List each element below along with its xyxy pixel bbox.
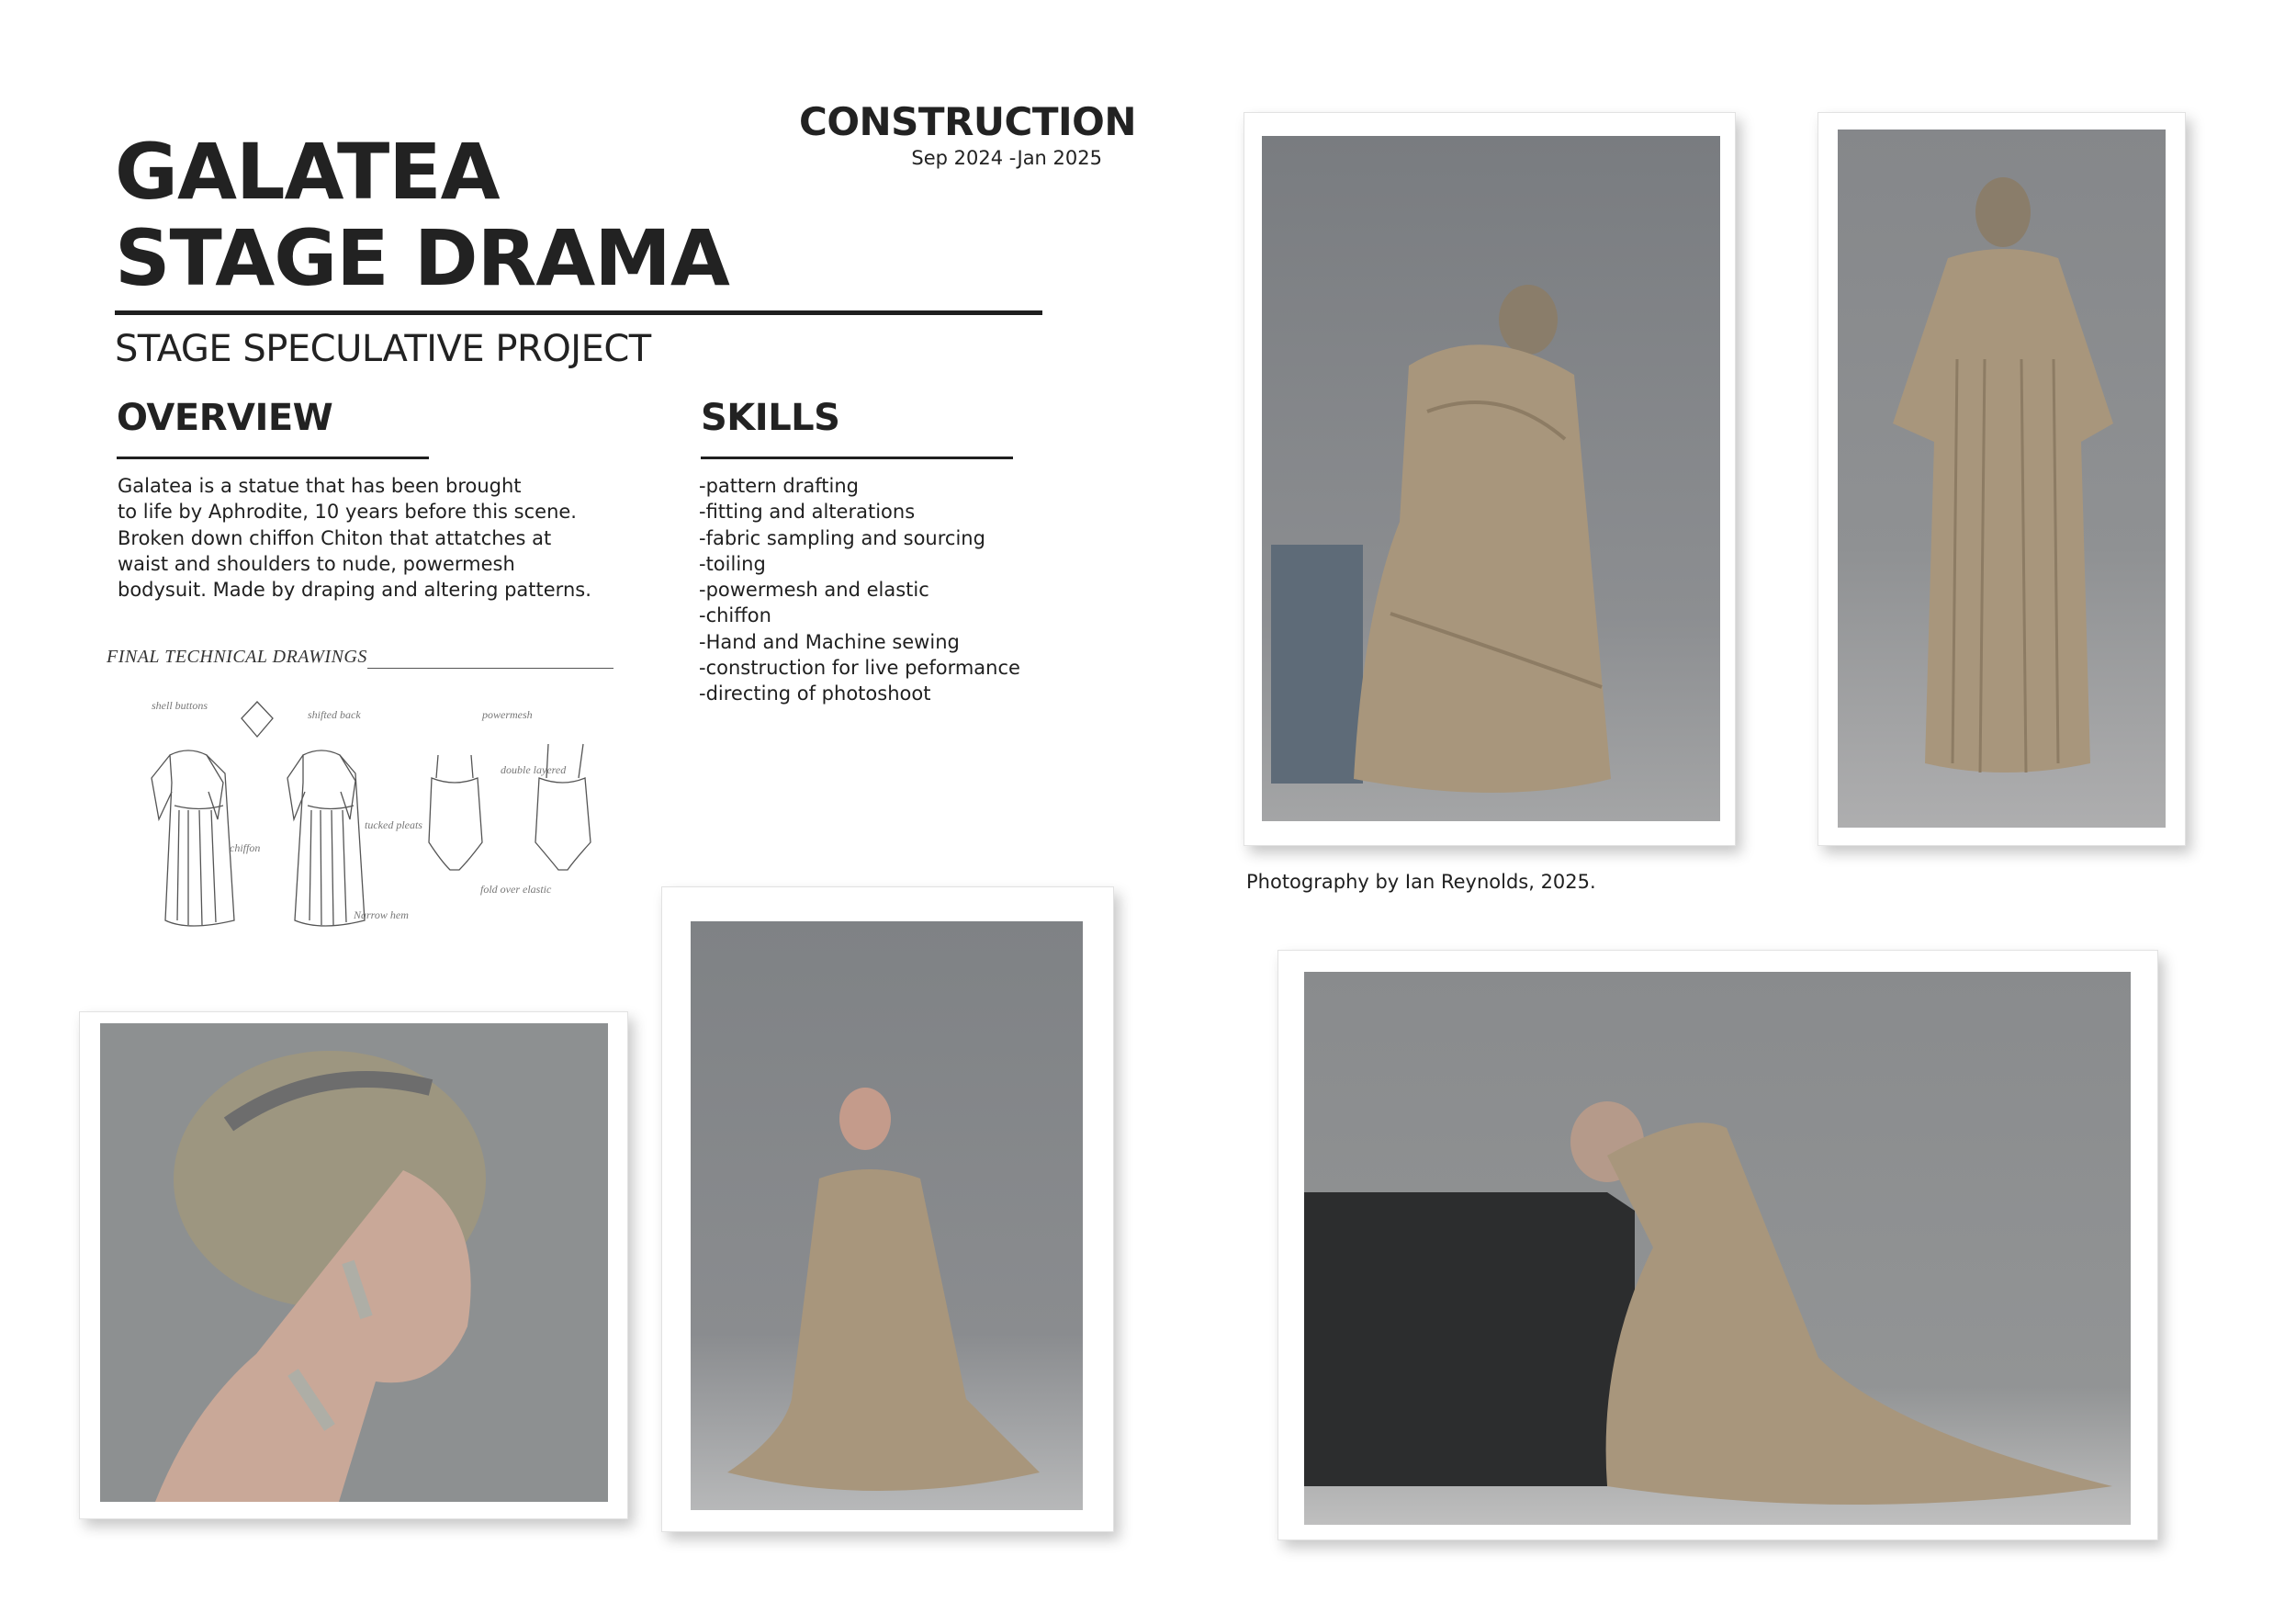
skill-item: -construction for live peformance (699, 657, 1020, 680)
skill-item: -chiffon (699, 604, 771, 627)
skill-item: -pattern drafting (699, 475, 859, 497)
title-line-1: GALATEA (115, 127, 500, 217)
drawings-divider (367, 668, 613, 669)
title-divider (115, 310, 1042, 315)
skill-item: -toiling (699, 552, 766, 575)
photo-frame-floor (661, 886, 1114, 1532)
overview-line: to life by Aphrodite, 10 years before this scene. (118, 501, 577, 524)
overview-divider (117, 457, 429, 459)
overview-line: bodysuit. Made by draping and altering patterns. (118, 579, 591, 602)
drawings-heading: FINAL TECHNICAL DRAWINGS (107, 647, 367, 667)
date-range: Sep 2024 -Jan 2025 (911, 147, 1102, 169)
photo-frame-profile (79, 1011, 628, 1519)
photo-seated (1262, 136, 1720, 821)
skill-item: -powermesh and elastic (699, 579, 929, 602)
skill-item: -Hand and Machine sewing (699, 630, 960, 653)
photo-frame-seated (1244, 112, 1736, 846)
overview-heading: OVERVIEW (117, 397, 333, 439)
photo-credit: Photography by Ian Reynolds, 2025. (1246, 871, 1596, 893)
note-fold: fold over elastic (480, 883, 552, 896)
note-chiffon: chiffon (230, 841, 261, 854)
skills-heading: SKILLS (701, 397, 840, 439)
note-sleeve: shifted back (308, 708, 361, 721)
photo-standing (1838, 130, 2166, 828)
skill-item: -directing of photoshoot (699, 682, 931, 705)
skill-item: -fabric sampling and sourcing (699, 526, 985, 549)
title-line-2: STAGE DRAMA (115, 213, 729, 303)
photo-leaning (1304, 972, 2131, 1525)
construction-heading: CONSTRUCTION (799, 99, 1136, 144)
overview-text (118, 473, 591, 603)
skills-list (699, 473, 1020, 707)
photo-floor (691, 921, 1083, 1510)
skills-divider (701, 457, 1013, 459)
overview-line: Galatea is a statue that has been brought (118, 475, 522, 497)
skill-item: -fitting and alterations (699, 501, 916, 524)
note-double: double layered (501, 763, 567, 776)
overview-line: waist and shoulders to nude, powermesh (118, 552, 515, 575)
note-powermesh: powermesh (482, 708, 533, 721)
note-shell-buttons: shell buttons (152, 699, 208, 712)
project-subtitle: STAGE SPECULATIVE PROJECT (115, 328, 651, 370)
note-tucked: tucked pleats (365, 818, 422, 831)
note-narrow: Narrow hem (354, 908, 409, 921)
photo-profile (100, 1023, 608, 1502)
technical-drawings (115, 691, 629, 939)
overview-line: Broken down chiffon Chiton that attatches at (118, 526, 552, 549)
photo-frame-standing (1818, 112, 2186, 846)
page-title (115, 129, 729, 301)
photo-frame-leaning (1277, 950, 2158, 1540)
